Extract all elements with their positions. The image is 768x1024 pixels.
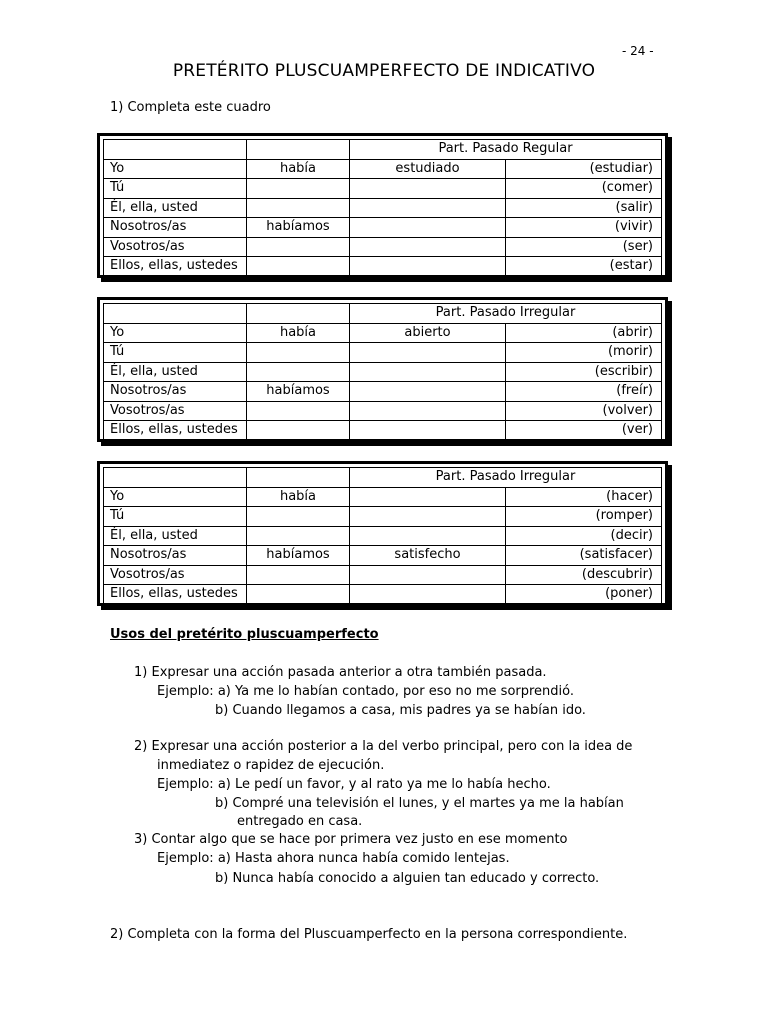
table-row — [104, 526, 662, 546]
table-cell — [247, 468, 350, 488]
participle-cell — [350, 362, 506, 382]
participle-cell — [350, 585, 506, 605]
table-row — [104, 218, 662, 238]
infinitive-cell: (estudiar) — [506, 159, 662, 179]
usos-line: 1) Expresar una acción pasada anterior a otra también pasada. — [134, 665, 547, 680]
conjugation-table-frame-2 — [97, 297, 668, 442]
usos-heading: Usos del pretérito pluscuamperfecto — [110, 627, 379, 642]
aux-cell — [247, 507, 350, 527]
person-cell: Tú — [104, 343, 247, 363]
aux-cell — [247, 343, 350, 363]
infinitive-cell: (poner) — [506, 585, 662, 605]
page-number: - 24 - — [622, 44, 654, 58]
conjugation-table-1 — [103, 139, 662, 277]
usos-line: Ejemplo: a) Ya me lo habían contado, por eso no me sorprendió. — [157, 684, 575, 699]
aux-cell — [247, 421, 350, 441]
usos-line: b) Cuando llegamos a casa, mis padres ya se habían ido. — [215, 703, 586, 718]
table-header-row — [104, 304, 662, 324]
person-cell: Nosotros/as — [104, 218, 247, 238]
person-cell: Ellos, ellas, ustedes — [104, 585, 247, 605]
aux-cell — [247, 585, 350, 605]
usos-line: inmediatez o rapidez de ejecución. — [157, 758, 385, 773]
table-row — [104, 159, 662, 179]
aux-cell — [247, 362, 350, 382]
table-row — [104, 565, 662, 585]
infinitive-cell: (salir) — [506, 198, 662, 218]
table-row — [104, 585, 662, 605]
aux-cell — [247, 237, 350, 257]
participle-cell — [350, 237, 506, 257]
infinitive-cell: (decir) — [506, 526, 662, 546]
participle-header: Part. Pasado Irregular — [350, 468, 662, 488]
exercise-2-instruction: 2) Completa con la forma del Pluscuamperfecto en la persona correspondiente. — [110, 927, 628, 942]
infinitive-cell: (descubrir) — [506, 565, 662, 585]
participle-cell: satisfecho — [350, 546, 506, 566]
person-cell: Vosotros/as — [104, 565, 247, 585]
table-row — [104, 179, 662, 199]
aux-cell — [247, 401, 350, 421]
usos-line: b) Compré una televisión el lunes, y el martes ya me la habían — [215, 796, 624, 811]
aux-cell — [247, 526, 350, 546]
person-cell: Tú — [104, 179, 247, 199]
aux-cell — [247, 179, 350, 199]
table-cell — [104, 140, 247, 160]
aux-cell: había — [247, 487, 350, 507]
participle-cell: estudiado — [350, 159, 506, 179]
participle-cell — [350, 565, 506, 585]
person-cell: Él, ella, usted — [104, 362, 247, 382]
aux-cell — [247, 565, 350, 585]
infinitive-cell: (ver) — [506, 421, 662, 441]
infinitive-cell: (ser) — [506, 237, 662, 257]
participle-cell — [350, 526, 506, 546]
aux-cell: habíamos — [247, 382, 350, 402]
conjugation-table-3 — [103, 467, 662, 605]
participle-cell — [350, 401, 506, 421]
person-cell: Yo — [104, 487, 247, 507]
person-cell: Él, ella, usted — [104, 198, 247, 218]
infinitive-cell: (romper) — [506, 507, 662, 527]
person-cell: Yo — [104, 159, 247, 179]
table-row — [104, 507, 662, 527]
person-cell: Vosotros/as — [104, 237, 247, 257]
person-cell: Ellos, ellas, ustedes — [104, 421, 247, 441]
aux-cell: habíamos — [247, 218, 350, 238]
page-title: PRETÉRITO PLUSCUAMPERFECTO DE INDICATIVO — [172, 61, 596, 81]
person-cell: Ellos, ellas, ustedes — [104, 257, 247, 277]
usos-line: Ejemplo: a) Le pedí un favor, y al rato ya me lo había hecho. — [157, 777, 551, 792]
infinitive-cell: (satisfacer) — [506, 546, 662, 566]
person-cell: Él, ella, usted — [104, 526, 247, 546]
usos-line: b) Nunca había conocido a alguien tan educado y correcto. — [215, 871, 600, 886]
table-row — [104, 487, 662, 507]
usos-line: 2) Expresar una acción posterior a la del verbo principal, pero con la idea de — [134, 739, 633, 754]
participle-cell: abierto — [350, 323, 506, 343]
usos-line: 3) Contar algo que se hace por primera vez justo en ese momento — [134, 832, 568, 847]
infinitive-cell: (vivir) — [506, 218, 662, 238]
infinitive-cell: (hacer) — [506, 487, 662, 507]
participle-cell — [350, 382, 506, 402]
exercise-1-instruction: 1) Completa este cuadro — [110, 100, 271, 115]
table-cell — [247, 304, 350, 324]
infinitive-cell: (freír) — [506, 382, 662, 402]
infinitive-cell: (volver) — [506, 401, 662, 421]
aux-cell — [247, 257, 350, 277]
person-cell: Yo — [104, 323, 247, 343]
conjugation-table-frame-1 — [97, 133, 668, 278]
table-row — [104, 362, 662, 382]
table-cell — [104, 304, 247, 324]
participle-cell — [350, 421, 506, 441]
table-row — [104, 546, 662, 566]
table-row — [104, 198, 662, 218]
participle-cell — [350, 218, 506, 238]
participle-cell — [350, 343, 506, 363]
table-header-row — [104, 468, 662, 488]
participle-header: Part. Pasado Irregular — [350, 304, 662, 324]
person-cell: Vosotros/as — [104, 401, 247, 421]
person-cell: Nosotros/as — [104, 546, 247, 566]
table-header-row — [104, 140, 662, 160]
aux-cell: había — [247, 159, 350, 179]
participle-cell — [350, 487, 506, 507]
participle-header: Part. Pasado Regular — [350, 140, 662, 160]
table-row — [104, 421, 662, 441]
infinitive-cell: (escribir) — [506, 362, 662, 382]
usos-line: Ejemplo: a) Hasta ahora nunca había comido lentejas. — [157, 851, 510, 866]
usos-line: entregado en casa. — [237, 814, 363, 829]
table-row — [104, 323, 662, 343]
infinitive-cell: (morir) — [506, 343, 662, 363]
person-cell: Tú — [104, 507, 247, 527]
conjugation-table-2 — [103, 303, 662, 441]
participle-cell — [350, 198, 506, 218]
infinitive-cell: (comer) — [506, 179, 662, 199]
aux-cell: habíamos — [247, 546, 350, 566]
infinitive-cell: (estar) — [506, 257, 662, 277]
table-row — [104, 257, 662, 277]
aux-cell: había — [247, 323, 350, 343]
participle-cell — [350, 257, 506, 277]
table-row — [104, 382, 662, 402]
table-row — [104, 237, 662, 257]
table-row — [104, 401, 662, 421]
table-cell — [247, 140, 350, 160]
conjugation-table-frame-3 — [97, 461, 668, 606]
participle-cell — [350, 179, 506, 199]
table-cell — [104, 468, 247, 488]
infinitive-cell: (abrir) — [506, 323, 662, 343]
aux-cell — [247, 198, 350, 218]
participle-cell — [350, 507, 506, 527]
person-cell: Nosotros/as — [104, 382, 247, 402]
table-row — [104, 343, 662, 363]
